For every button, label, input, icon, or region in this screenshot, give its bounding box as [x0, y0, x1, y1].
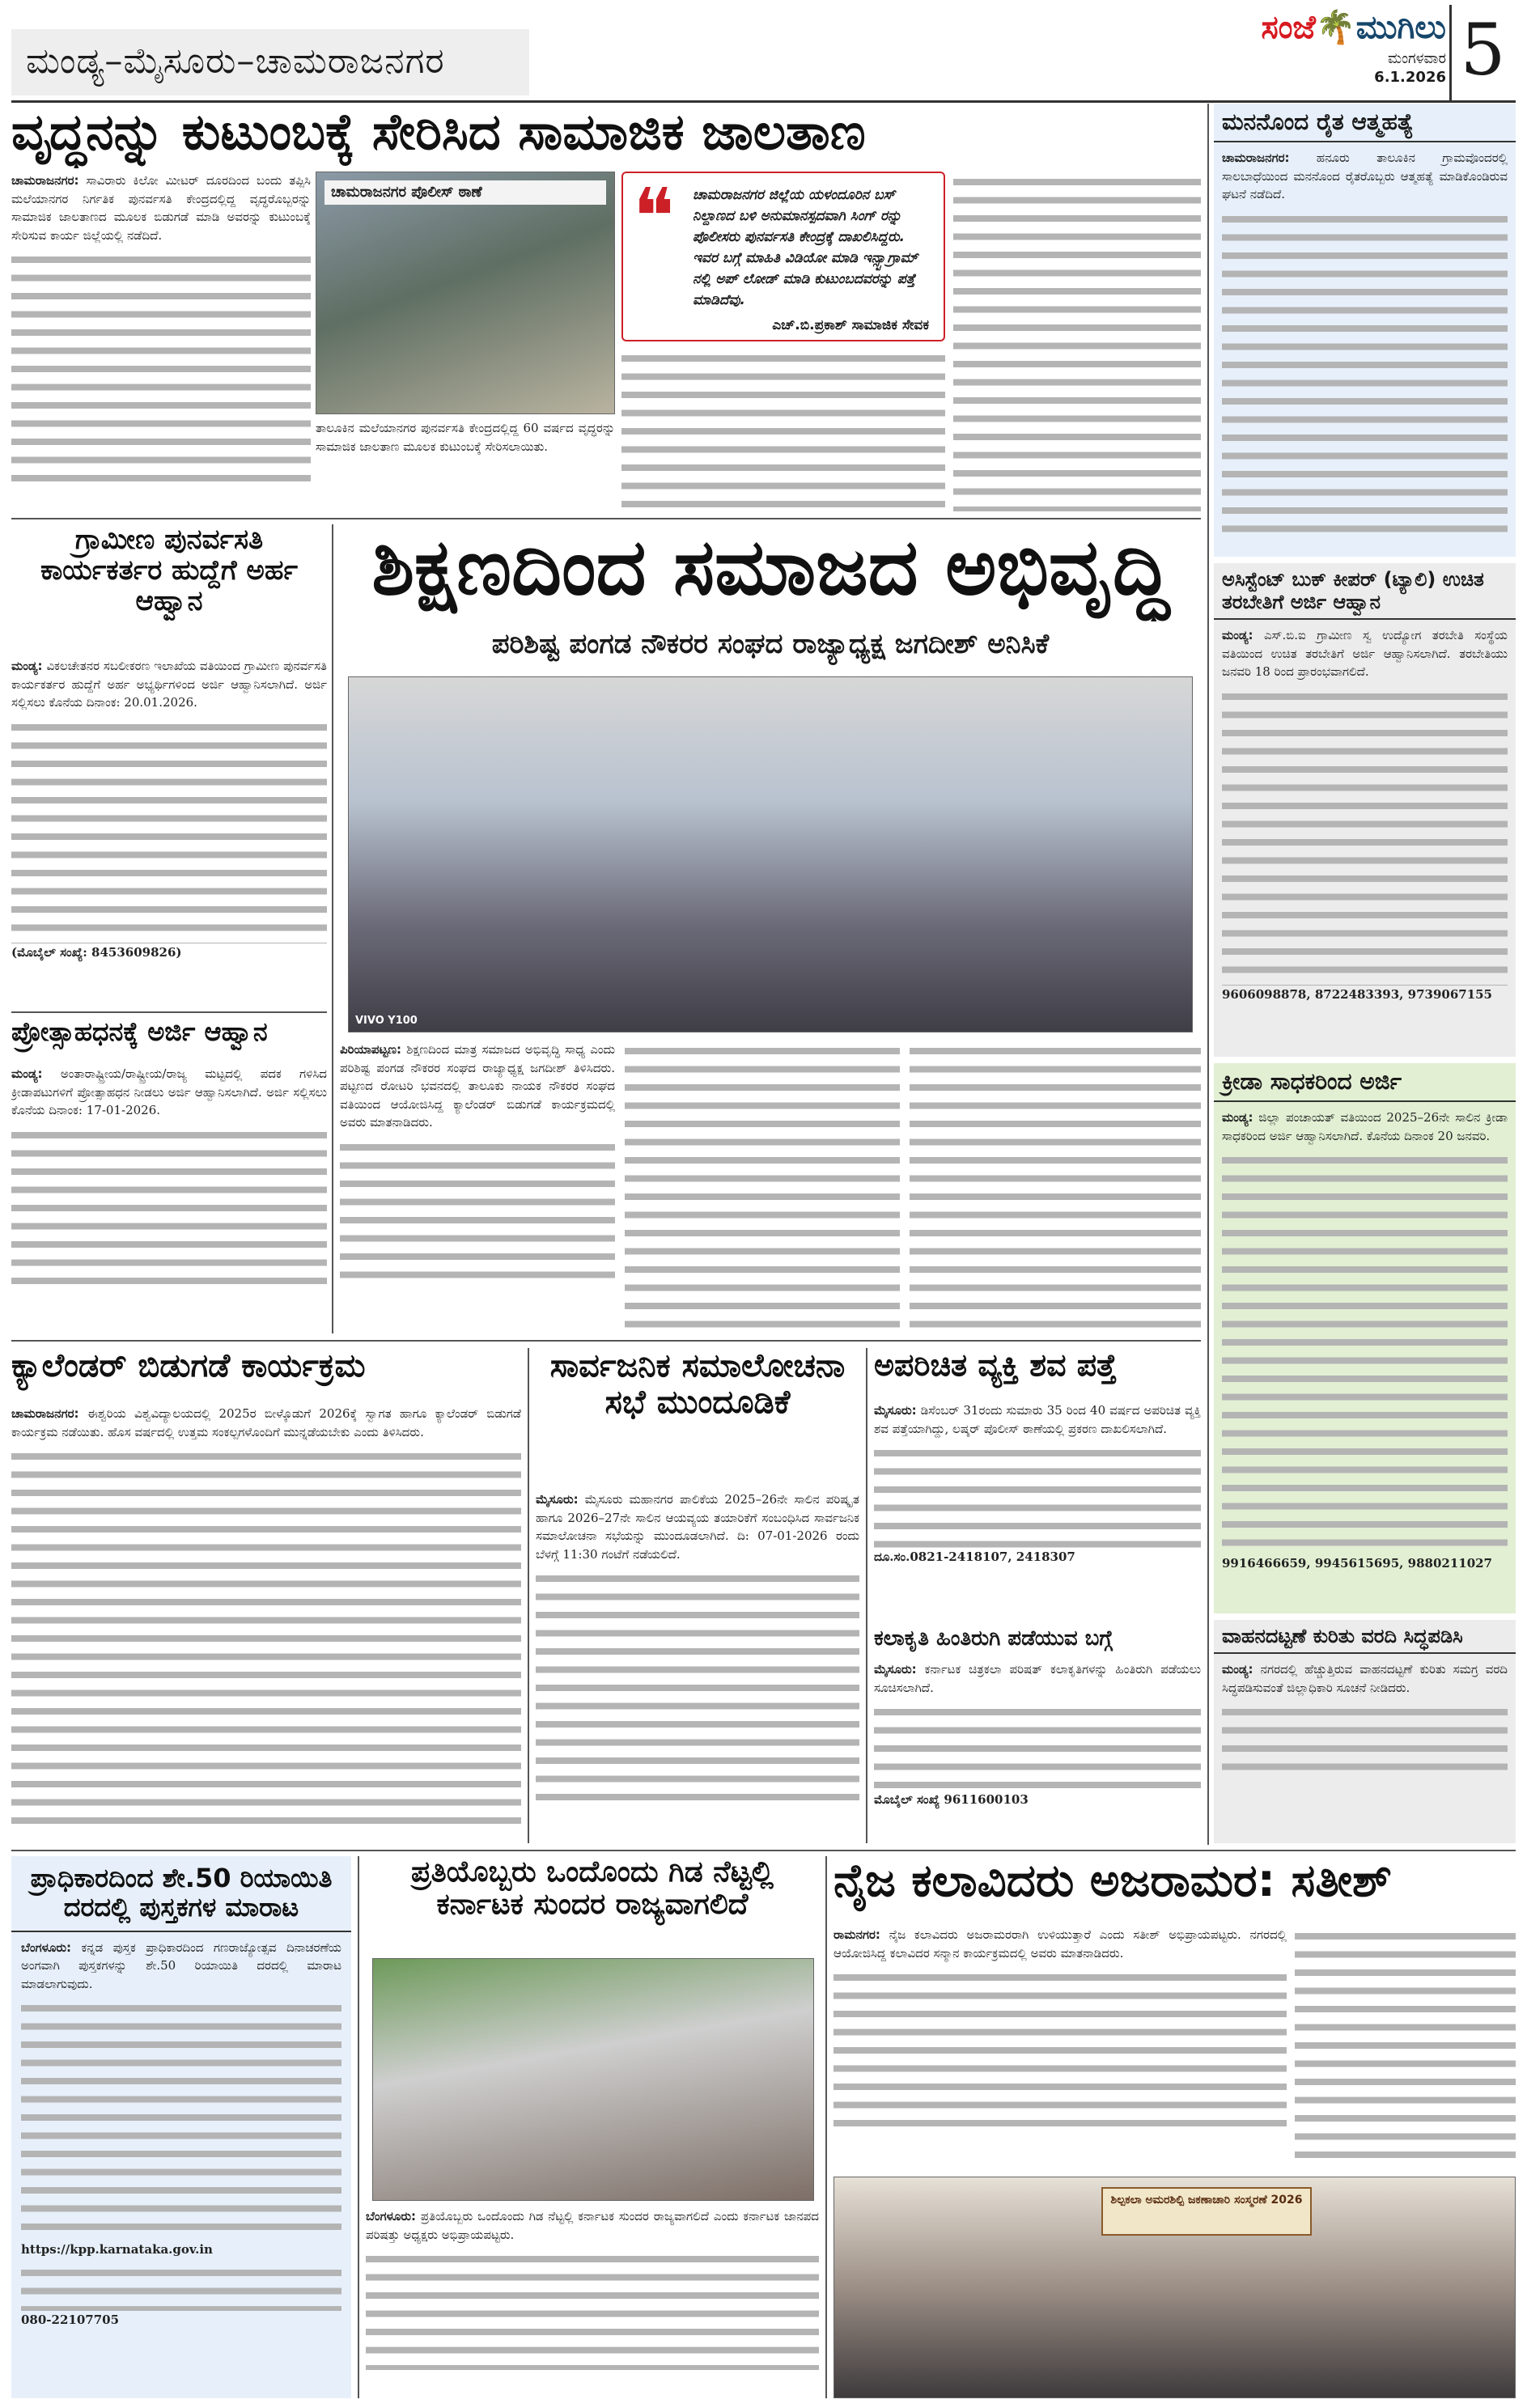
- issue-day: ಮಂಗಳವಾರ: [1387, 50, 1446, 67]
- divider: [1207, 104, 1209, 1845]
- divider: [11, 1850, 1516, 1851]
- meeting-headline: ಸಾರ್ವಜನಿಕ ಸಮಾಲೋಚನಾ ಸಭೆ ಮುಂದೂಡಿಕೆ: [549, 1348, 846, 1421]
- artwork-body: ಮೈಸೂರು: ಕರ್ನಾಟಕ ಚಿತ್ರಕಲಾ ಪರಿಷತ್ ಕಲಾಕೃತಿಗಳನ್ನು ಹಿಂತಿರುಗಿ ಪಡೆಯಲು ಸೂಚಿಸಲಾಗಿದೆ. ಮೊಬೈಲ್ ಸಂಖ್ಯೆ 9611600103: [874, 1660, 1201, 1843]
- lead-quote: ❝ ಚಾಮರಾಜನಗರ ಜಿಲ್ಲೆಯ ಯಳಂದೂರಿನ ಬಸ್ ನಿಲ್ದಾಣದ ಬಳಿ ಅನುಮಾನಸ್ಪದವಾಗಿ ಸಿಂಗ್ ರನ್ನು ಪೊಲೀಸರು ಪುನರ್ವಸತಿ ಕೇಂದ್ರಕ್ಕೆ ದಾಖಲಿಸಿದ್ದರು. ಇವರ ಬಗ್ಗೆ ಮಾಹಿತಿ ವಿಡಿಯೋ ಮಾಡಿ ಇನ್ಸ್ಟಾಗ್ರಾಮ್ ನಲ್ಲಿ ಅಪ್ ಲೋಡ್ ಮಾಡಿ ಕುಟುಂಬದವರನ್ನು ಪತ್ತೆ ಮಾಡಿದೆವು. ಎಚ್.ಬಿ.ಪ್ರಕಾಶ್ ಸಾಮಾಜಿಕ ಸೇವಕ: [621, 172, 945, 341]
- lead-photo-caption: ತಾಲೂಕಿನ ಮಲೆಯಾನಗರ ಪುನರ್ವಸತಿ ಕೇಂದ್ರದಲ್ಲಿದ್ದ 60 ವರ್ಷದ ವೃದ್ಧರನ್ನು ಸಾಮಾಜಿಕ ಜಾಲತಾಣ ಮೂಲಕ ಕುಟುಂಬಕ್ಕೆ ಸೇರಿಸಲಾಯಿತು.: [316, 421, 615, 454]
- rural-phone: (ಮೊಬೈಲ್ ಸಂಖ್ಯೆ: 8453609826): [11, 944, 182, 960]
- meeting-body: ಮೈಸೂರು: ಮೈಸೂರು ಮಹಾನಗರ ಪಾಲಿಕೆಯ 2025–26ನೇ ಸಾಲಿನ ಪರಿಷ್ಕೃತ ಹಾಗೂ 2026–27ನೇ ಸಾಲಿನ ಆಯವ್ಯಯ ತಯಾರಿಕೆಗೆ ಸಂಬಂಧಿಸಿದ ಸಾರ್ವಜನಿಕ ಸಮಾಲೋಚನಾ ಸಭೆಯನ್ನು ಮುಂದೂಡಲಾಗಿದೆ. ದಿ: 07-01-2026 ರಂದು ಬೆಳಗ್ಗೆ 11:30 ಗಂಟೆಗೆ ನಡೆಯಲಿದೆ.: [536, 1490, 859, 1843]
- lead-headline: ವೃದ್ಧನನ್ನು ಕುಟುಂಬಕ್ಕೆ ಸೇರಿಸಿದ ಸಾಮಾಜಿಕ ಜಾಲತಾಣ: [11, 104, 866, 161]
- trees-photo: [372, 1958, 814, 2201]
- calendar-headline: ಕ್ಯಾಲೆಂಡರ್ ಬಿಡುಗಡೆ ಕಾರ್ಯಕ್ರಮ: [11, 1348, 366, 1384]
- accountant-headline: ಅಸಿಸ್ಟೆಂಟ್ ಬುಕ್ ಕೀಪರ್ (ಟ್ಯಾಲಿ) ಉಚಿತ ತರಬೇತಿಗೆ ಅರ್ಜಿ ಆಹ್ವಾನ: [1214, 563, 1516, 620]
- incentive-body: ಮಂಡ್ಯ: ಅಂತಾರಾಷ್ಟ್ರೀಯ/ರಾಷ್ಟ್ರೀಯ/ರಾಜ್ಯ ಮಟ್ಟದಲ್ಲಿ ಪದಕ ಗಳಿಸಿದ ಕ್ರೀಡಾಪಟುಗಳಿಗೆ ಪ್ರೋತ್ಸಾಹಧನ ನೀಡಲು ಅರ್ಜಿ ಆಹ್ವಾನಿಸಲಾಗಿದೆ. ಅರ್ಜಿ ಸಲ್ಲಿಸಲು ಕೊನೆಯ ದಿನಾಂಕ: 17-01-2026.: [11, 1065, 327, 1332]
- page-number: 5: [1449, 5, 1514, 100]
- police-sign: ಚಾಮರಾಜನಗರ ಪೊಲೀಸ್ ಠಾಣೆ: [324, 180, 606, 205]
- divider: [866, 1348, 867, 1843]
- quote-mark-icon: ❝: [633, 172, 675, 262]
- books-phone: 080-22107705: [21, 2312, 120, 2327]
- divider: [11, 518, 1201, 519]
- sports-phone: 9916466659, 9945615695, 9880211027: [1222, 1556, 1492, 1571]
- divider: [825, 1856, 827, 2398]
- lead-col-3: [621, 348, 945, 510]
- education-col-3: [910, 1041, 1201, 1332]
- body-found-headline: ಅಪರಿಚಿತ ವ್ಯಕ್ತಿ ಶವ ಪತ್ತೆ: [874, 1348, 1117, 1383]
- rural-headline: ಗ್ರಾಮೀಣ ಪುನರ್ವಸತಿ ಕಾರ್ಯಕರ್ತರ ಹುದ್ದೆಗೆ ಅರ್ಹ ಆಹ್ವಾನ: [40, 524, 299, 618]
- sports-headline: ಕ್ರೀಡಾ ಸಾಧಕರಿಂದ ಅರ್ಜಿ: [1214, 1063, 1516, 1102]
- farmer-box: ಮನನೊಂದ ರೈತ ಆತ್ಮಹತ್ಯೆ ಚಾಮರಾಜನಗರ: ಹನೂರು ತಾಲೂಕಿನ ಗ್ರಾಮವೊಂದರಲ್ಲಿ ಸಾಲಬಾಧೆಯಿಂದ ಮನನೊಂದ ರೈತರೊಬ್ಬರು ಆತ್ಮಹತ್ಯೆ ಮಾಡಿಕೊಂಡಿರುವ ಘಟನೆ ನಡೆದಿದೆ.: [1214, 104, 1516, 557]
- masthead-rule: [11, 100, 1516, 103]
- education-headline: ಶಿಕ್ಷಣದಿಂದ ಸಮಾಜದ ಅಭಿವೃದ್ಧಿ: [371, 524, 1169, 613]
- lead-col-1: ಚಾಮರಾಜನಗರ: ಸಾವಿರಾರು ಕಿಲೋ ಮೀಟರ್ ದೂರದಿಂದ ಬಂದು ತಪ್ಪಿಸಿ ಮಲೆಯಾನಗರ ನಿರ್ಗತಿಕ ಪುನರ್ವಸತಿ ಕೇಂದ್ರದಲ್ಲಿದ್ದ ವೃದ್ಧರೊಬ್ಬರನ್ನು ಸಾಮಾಜಿಕ ಜಾಲತಾಣದ ಮೂಲಕ ಬಿಡುಗಡೆ ಮಾಡಿ ಅವರನ್ನು ಕುಟುಂಬಕ್ಕೆ ಸೇರಿಸುವ ಕಾರ್ಯ ಜಿಲ್ಲೆಯಲ್ಲಿ ನಡೆದಿದೆ.: [11, 172, 311, 511]
- artists-headline: ನೈಜ ಕಲಾವಿದರು ಅಜರಾಮರ: ಸತೀಶ್: [833, 1856, 1392, 1907]
- books-headline: ಪ್ರಾಧಿಕಾರದಿಂದ ಶೇ.50 ರಿಯಾಯಿತಿ ದರದಲ್ಲಿ ಪುಸ್ತಕಗಳ ಮಾರಾಟ: [11, 1856, 351, 1932]
- traffic-headline: ವಾಹನದಟ್ಟಣೆ ಕುರಿತು ವರದಿ ಸಿದ್ಧಪಡಿಸಿ: [1214, 1620, 1516, 1654]
- books-website[interactable]: https://kpp.karnataka.gov.in: [21, 2242, 213, 2258]
- artists-col-3: [1295, 1926, 1516, 2168]
- rural-body: ಮಂಡ್ಯ: ವಿಕಲಚೇತನರ ಸಬಲೀಕರಣ ಇಲಾಖೆಯ ವತಿಯಿಂದ ಗ್ರಾಮೀಣ ಪುನರ್ವಸತಿ ಕಾರ್ಯಕರ್ತರ ಹುದ್ದೆಗೆ ಅರ್ಹ ಅಭ್ಯರ್ಥಿಗಳಿಂದ ಅರ್ಜಿ ಆಹ್ವಾನಿಸಲಾಗಿದೆ. ಅರ್ಜಿ ಸಲ್ಲಿಸಲು ಕೊನೆಯ ದಿನಾಂಕ: 20.01.2026. (ಮೊಬೈಲ್ ಸಂಖ್ಯೆ: 8453609826): [11, 657, 327, 1005]
- accountant-box: ಅಸಿಸ್ಟೆಂಟ್ ಬುಕ್ ಕೀಪರ್ (ಟ್ಯಾಲಿ) ಉಚಿತ ತರಬೇತಿಗೆ ಅರ್ಜಿ ಆಹ್ವಾನ ಮಂಡ್ಯ: ಎಸ್.ಬಿ.ಐ ಗ್ರಾಮೀಣ ಸ್ವ ಉದ್ಯೋಗ ತರಬೇತಿ ಸಂಸ್ಥೆಯ ವತಿಯಿಂದ ಉಚಿತ ತರಬೇತಿಗೆ ಅರ್ಜಿ ಆಹ್ವಾನಿಸಲಾಗಿದೆ. ತರಬೇತಿಯು ಜನವರಿ 18 ರಿಂದ ಪ್ರಾರಂಭವಾಗಲಿದೆ. 9606098878, 8722483393, 9739067155: [1214, 563, 1516, 1057]
- newspaper-brand: [1171, 8, 1446, 89]
- section-title: ಮಂಡ್ಯ–ಮೈಸೂರು–ಚಾಮರಾಜನಗರ: [11, 29, 529, 95]
- accountant-phone: 9606098878, 8722483393, 9739067155: [1222, 986, 1492, 1002]
- sports-box: ಕ್ರೀಡಾ ಸಾಧಕರಿಂದ ಅರ್ಜಿ ಮಂಡ್ಯ: ಜಿಲ್ಲಾ ಪಂಚಾಯತ್ ವತಿಯಿಂದ 2025–26ನೇ ಸಾಲಿನ ಕ್ರೀಡಾ ಸಾಧಕರಿಂದ ಅರ್ಜಿ ಆಹ್ವಾನಿಸಲಾಗಿದೆ. ಕೊನೆಯ ದಿನಾಂಕ 20 ಜನವರಿ. 9916466659, 9945615695, 9880211027: [1214, 1063, 1516, 1613]
- divider: [11, 1340, 1201, 1342]
- divider: [528, 1348, 529, 1843]
- body-found-phone: ದೂ.ಸಂ.0821-2418107, 2418307: [874, 1550, 1075, 1564]
- lead-col-4: [953, 172, 1201, 511]
- quote-author: ಎಚ್.ಬಿ.ಪ್ರಕಾಶ್ ಸಾಮಾಜಿಕ ಸೇವಕ: [772, 317, 929, 333]
- artwork-subhead: ಕಲಾಕೃತಿ ಹಿಂತಿರುಗಿ ಪಡೆಯುವ ಬಗ್ಗೆ: [874, 1626, 1113, 1651]
- trees-body: ಬೆಂಗಳೂರು: ಪ್ರತಿಯೊಬ್ಬರು ಒಂದೊಂದು ಗಿಡ ನೆಟ್ಟಲ್ಲಿ ಕರ್ನಾಟಕ ಸುಂದರ ರಾಜ್ಯವಾಗಲಿದೆ ಎಂದು ಕರ್ನಾಟಕ ಜಾನಪದ ಪರಿಷತ್ತು ಅಧ್ಯಕ್ಷರು ಅಭಿಪ್ರಾಯಪಟ್ಟರು.: [366, 2207, 819, 2398]
- event-banner: ಶಿಲ್ಪಕಲಾ ಅಮರಶಿಲ್ಪಿ ಜಕಣಾಚಾರಿ ಸಂಸ್ಮರಣೆ 2026: [1101, 2187, 1312, 2236]
- photo-watermark: VIVO Y100: [355, 1015, 418, 1027]
- divider: [358, 1856, 359, 2398]
- body-found-body: ಮೈಸೂರು: ಡಿಸೆಂಬರ್ 31ರಂದು ಸುಮಾರು 35 ರಿಂದ 40 ವರ್ಷದ ಅಪರಿಚಿತ ವ್ಯಕ್ತಿ ಶವ ಪತ್ತೆಯಾಗಿದ್ದು, ಲಷ್ಕರ್ ಪೊಲೀಸ್ ಠಾಣೆಯಲ್ಲಿ ಪ್ರಕರಣ ದಾಖಲಿಸಲಾಗಿದೆ. ದೂ.ಸಂ.0821-2418107, 2418307: [874, 1401, 1201, 1620]
- divider: [332, 524, 333, 1333]
- calendar-body: ಚಾಮರಾಜನಗರ: ಈಶ್ವರಿಯ ವಿಶ್ವವಿದ್ಯಾಲಯದಲ್ಲಿ 2025ರ ಬೀಳ್ಕೊಡುಗೆ 2026ಕ್ಕೆ ಸ್ವಾಗತ ಹಾಗೂ ಕ್ಯಾಲೆಂಡರ್ ಬಿಡುಗಡೆ ಕಾರ್ಯಕ್ರಮ ನಡೆಯಿತು. ಹೊಸ ವರ್ಷದಲ್ಲಿ ಉತ್ತಮ ಸಂಕಲ್ಪಗಳೊಂದಿಗೆ ಮುನ್ನಡೆಯಬೇಕು ಎಂದು ತಿಳಿಸಿದರು.: [11, 1405, 521, 1842]
- education-subhead: ಪರಿಶಿಷ್ಟ ಪಂಗಡ ನೌಕರರ ಸಂಘದ ರಾಜ್ಯಾಧ್ಯಕ್ಷ ಜಗದೀಶ್ ಅನಿಸಿಕೆ: [491, 628, 1050, 660]
- artists-photo: [833, 2177, 1516, 2398]
- farmer-headline: ಮನನೊಂದ ರೈತ ಆತ್ಮಹತ್ಯೆ: [1214, 104, 1516, 142]
- artists-body: ರಾಮನಗರ: ನೈಜ ಕಲಾವಿದರು ಅಜರಾಮರರಾಗಿ ಉಳಿಯುತ್ತಾರೆ ಎಂದು ಸತೀಶ್ ಅಭಿಪ್ರಾಯಪಟ್ಟರು. ನಗರದಲ್ಲಿ ಆಯೋಜಿಸಿದ್ದ ಕಲಾವಿದರ ಸನ್ಮಾನ ಕಾರ್ಯಕ್ರಮದಲ್ಲಿ ಅವರು ಮಾತನಾಡಿದರು.: [833, 1926, 1287, 2168]
- education-col-2: [625, 1041, 900, 1332]
- artwork-phone: ಮೊಬೈಲ್ ಸಂಖ್ಯೆ 9611600103: [874, 1792, 1029, 1807]
- lead-photo: [316, 172, 615, 414]
- traffic-box: ವಾಹನದಟ್ಟಣೆ ಕುರಿತು ವರದಿ ಸಿದ್ಧಪಡಿಸಿ ಮಂಡ್ಯ: ನಗರದಲ್ಲಿ ಹೆಚ್ಚುತ್ತಿರುವ ವಾಹನದಟ್ಟಣೆ ಕುರಿತು ಸಮಗ್ರ ವರದಿ ಸಿದ್ಧಪಡಿಸುವಂತೆ ಜಿಲ್ಲಾಧಿಕಾರಿ ಸೂಚನೆ ನೀಡಿದರು.: [1214, 1620, 1516, 1843]
- education-col-1: ಪಿರಿಯಾಪಟ್ಟಣ: ಶಿಕ್ಷಣದಿಂದ ಮಾತ್ರ ಸಮಾಜದ ಅಭಿವೃದ್ಧಿ ಸಾಧ್ಯ ಎಂದು ಪರಿಶಿಷ್ಟ ಪಂಗಡ ನೌಕರರ ಸಂಘದ ರಾಜ್ಯಾಧ್ಯಕ್ಷ ಜಗದೀಶ್ ತಿಳಿಸಿದರು. ಪಟ್ಟಣದ ರೋಟರಿ ಭವನದಲ್ಲಿ ತಾಲೂಕು ನಾಯಕ ನೌಕರರ ಸಂಘದ ವತಿಯಿಂದ ಆಯೋಜಿಸಿದ್ದ ಕ್ಯಾಲೆಂಡರ್ ಬಿಡುಗಡೆ ಕಾರ್ಯಕ್ರಮದಲ್ಲಿ ಅವರು ಮಾತನಾಡಿದರು.: [340, 1041, 615, 1332]
- trees-headline: ಪ್ರತಿಯೊಬ್ಬರು ಒಂದೊಂದು ಗಿಡ ನೆಟ್ಟಲ್ಲಿ ಕರ್ನಾಟಕ ಸುಂದರ ರಾಜ್ಯವಾಗಲಿದೆ: [410, 1856, 774, 1922]
- books-box: ಪ್ರಾಧಿಕಾರದಿಂದ ಶೇ.50 ರಿಯಾಯಿತಿ ದರದಲ್ಲಿ ಪುಸ್ತಕಗಳ ಮಾರಾಟ ಬೆಂಗಳೂರು: ಕನ್ನಡ ಪುಸ್ತಕ ಪ್ರಾಧಿಕಾರದಿಂದ ಗಣರಾಜ್ಯೋತ್ಸವ ದಿನಾಚರಣೆಯ ಅಂಗವಾಗಿ ಪುಸ್ತಕಗಳನ್ನು ಶೇ.50 ರಿಯಾಯಿತಿ ದರದಲ್ಲಿ ಮಾರಾಟ ಮಾಡಲಾಗುವುದು. https://kpp.karnataka.gov.in 080-22107705: [11, 1856, 351, 2398]
- brand-logo: ಸಂಜೆ🌴ಮುಗಿಲು: [1261, 9, 1446, 46]
- issue-date: 6.1.2026: [1374, 69, 1446, 86]
- education-photo: [348, 676, 1193, 1032]
- divider: [11, 1011, 327, 1013]
- incentive-headline: ಪ್ರೋತ್ಸಾಹಧನಕ್ಕೆ ಅರ್ಜಿ ಆಹ್ವಾನ: [11, 1018, 268, 1047]
